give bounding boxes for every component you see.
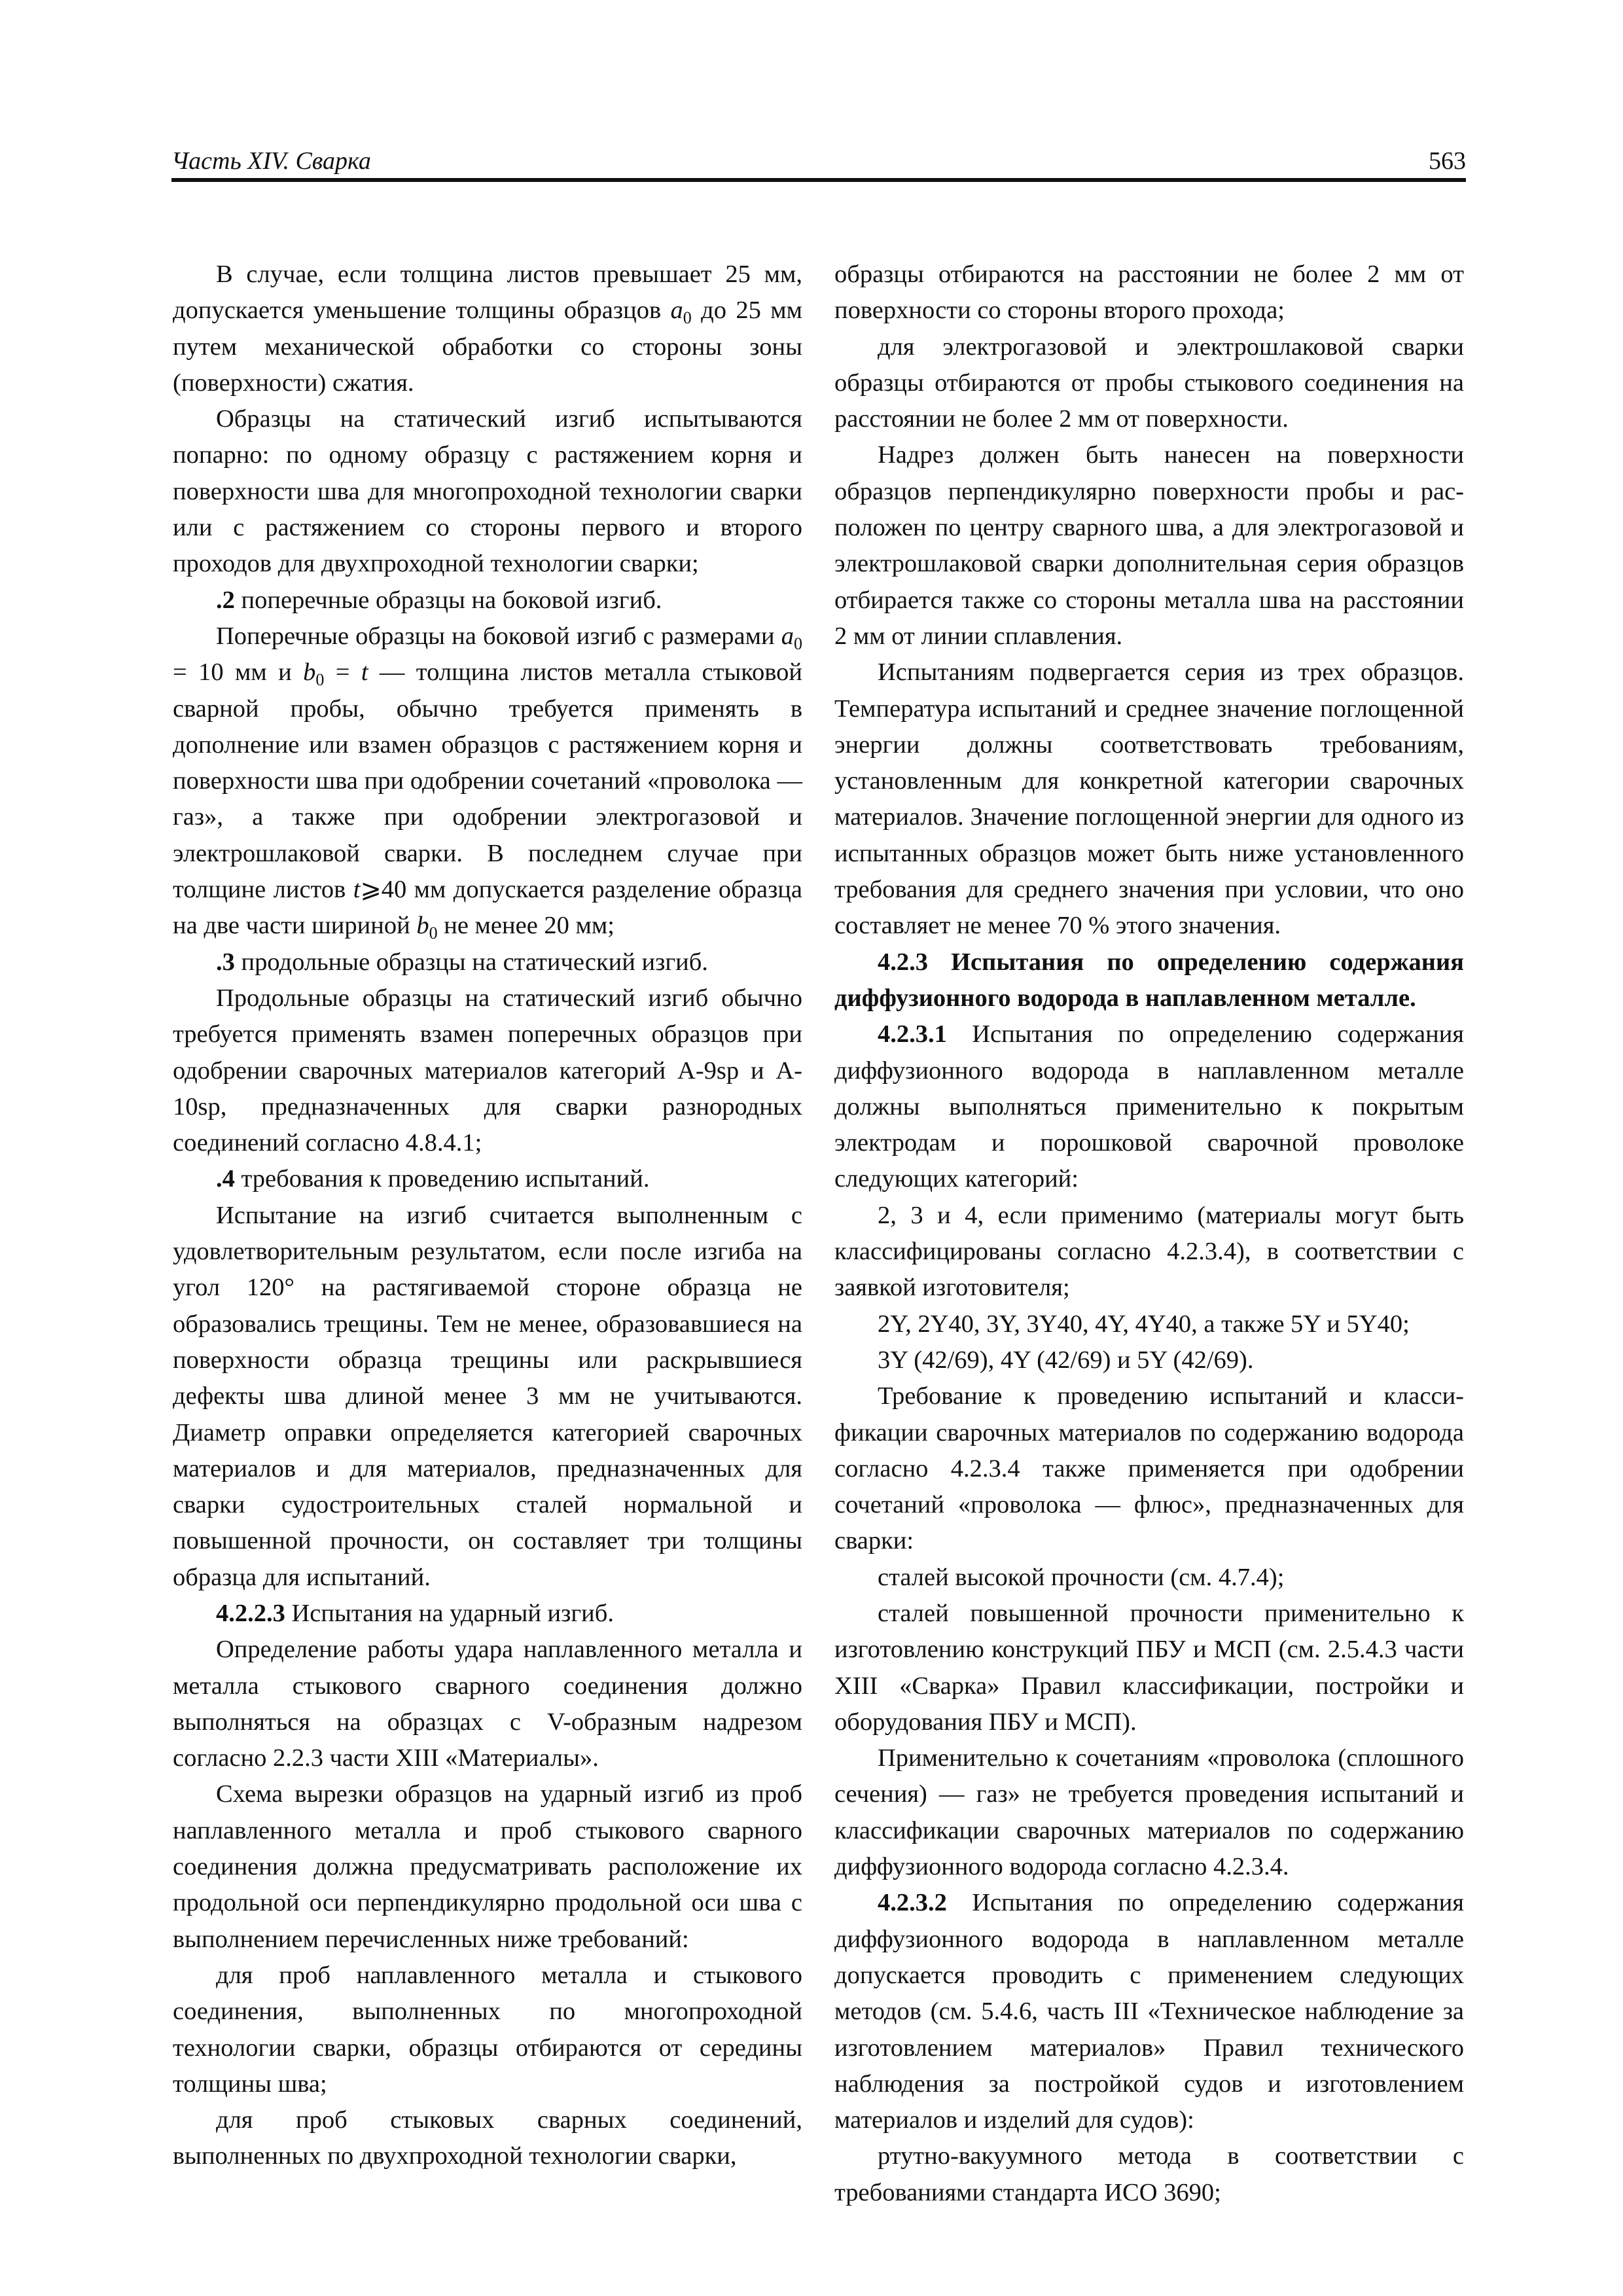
page-number: 563 [1429,147,1466,175]
paragraph: Применительно к сочетаниям «проволока (сплошного сечения) — газ» не требуется проведения испытаний и классификации сварочных материалов по содержанию диффузионного водорода согласно 4.2.3.4. [834,1744,1464,1881]
paragraph: образцы отбираются на расстоянии не более 2 мм от поверхности со стороны второго прохода; [834,260,1464,325]
paragraph: ртутно-вакуумного метода в соответствии с требованиями стандарта ИСО 3690; [834,2142,1464,2206]
paragraph: В случае, если толщина листов превышает 25 мм, допускается уменьшение толщины образцов $a_0$ до 25 мм путем механической обработки со стороны зоны (поверхности) сжатия. [173,260,802,397]
paragraph: Надрез должен быть нанесен на поверхности образцов перпендикулярно поверхности пробы и расположен по центру сварного шва, а для электрогазовой и электрошлаковой сварки дополнительная серия образцов отбирается также со стороны металла шва на расстоянии 2 мм от линии сплавления. [834,441,1464,650]
list-item: .3 продольные образцы на статический изгиб. [216,948,708,976]
paragraph: Требование к проведению испытаний и классификации сварочных материалов по содержанию водорода согласно 4.2.3.4 также применяется при одобрении сочетаний «проволока — флюс», предназначенных для сварки: [834,1382,1464,1555]
paragraph: 3Y (42/69), 4Y (42/69) и 5Y (42/69). [878,1346,1254,1374]
paragraph: для проб наплавленного металла и стыкового соединения, выполненных по многопроходной технологии сварки, образцы отбираются от середины толщины шва; [173,1961,802,2098]
paragraph: Образцы на статический изгиб испытываются попарно: по одному образцу с растяжением корня и поверхности шва для многопроходной технологии сварки или с растяжением со стороны первого и второго проходов для двухпроходной технологии сварки; [173,405,802,578]
header-divider [171,178,1466,182]
section-title: Часть XIV. Сварка [171,147,371,175]
paragraph: сталей высокой прочности (см. 4.7.4); [878,1563,1285,1591]
paragraph: Определение работы удара наплавленного металла и металла стыкового сварного соединения должно выполняться на образцах с V-образным надрезом согласно 2.2.3 части XIII «Материалы». [173,1636,802,1772]
paragraph: для проб стыковых сварных соединений, выполненных по двухпроходной технологии сварки, [173,2106,802,2170]
section-heading: 4.2.2.3 Испытания на ударный изгиб. [216,1599,614,1627]
list-item: .2 поперечные образцы на боковой изгиб. [216,586,662,614]
right-column [834,257,1464,2211]
paragraph: 2, 3 и 4, если применимо (материалы могут быть классифицированы согласно 4.2.3.4), в соответствии с заявкой изготовителя; [834,1201,1464,1302]
paragraph: 4.2.3.1 Испытания по определению содержания диффузионного водорода в наплавленном металле должны выполняться применительно к покрытым электродам и порошковой сварочной проволоке следующих категорий: [834,1020,1465,1193]
paragraph: Поперечные образцы на боковой изгиб с размерами $a_0 = 10$ мм и $b_0 = t$ — толщина листов металла стыковой сварной пробы, обычно требуется применять в дополнение или взамен образцов с растяжением корня и поверхности шва при одобрении сочетаний «проволока — газ», а также при одобрении электрогазовой и электрошлаковой сварки. В последнем случае при толщине листов t⩾40 мм допускается разделение образца на две части шириной $b_0$ не менее 20 мм; [173,622,803,943]
paragraph: Продольные образцы на статический изгиб обычно требуется применять взамен поперечных образцов при одобрении сварочных материалов категорий A-9sp и A-10sp, предназначенных для сварки разнородных соединений согласно 4.8.4.1; [173,984,802,1157]
paragraph: Схема вырезки образцов на ударный изгиб из проб наплавленного металла и проб стыкового сварного соединения должна предусматривать расположение их продольной оси перпендикулярно продольной оси шва с выполнением перечисленных ниже требований: [173,1780,802,1953]
paragraph: 4.2.3.2 Испытания по определению содержания диффузионного водорода в наплавленном металле допускается проводить с применением следующих методов (см. 5.4.6, часть III «Техническое наблюдение за изготовлением материалов» Правил технического наблюдения за постройкой судов и изготовлением материалов и изделий для судов): [834,1889,1465,2134]
left-column [173,257,802,2175]
paragraph: Испытаниям подвергается серия из трех образцов. Температура испытаний и среднее значение поглощенной энергии должны соответствовать требованиям, установленным для конкретной категории сварочных материалов. Значение поглощенной энергии для одного из испытанных образцов может быть ниже установленного требования для среднего значения при условии, что оно составляет не менее 70 % этого значения. [834,658,1464,940]
paragraph: сталей повышенной прочности применительно к изготовлению конструкций ПБУ и МСП (см. 2.5.4.3 части XIII «Сварка» Правил классификации, постройки и оборудования ПБУ и МСП). [834,1599,1464,1736]
paragraph: 2Y, 2Y40, 3Y, 3Y40, 4Y, 4Y40, а также 5Y и 5Y40; [878,1310,1410,1338]
list-item: .4 требования к проведению испытаний. [216,1165,650,1193]
paragraph: для электрогазовой и электрошлаковой сварки образцы отбираются от пробы стыкового соединения на расстоянии не более 2 мм от поверхности. [834,332,1464,433]
paragraph: Испытание на изгиб считается выполненным с удовлетворительным результатом, если после изгиба на угол 120° на растягиваемой стороне образца не образовались трещины. Тем не менее, образовавшиеся на поверхности образца трещины или раскрывшиеся дефекты шва длиной менее 3 мм не учитываются. Диаметр оправки определяется категорией сварочных материалов и для материалов, предназначенных для сварки судостроительных сталей нормальной и повышенной прочности, он составляет три толщины образца для испытаний. [173,1201,802,1591]
section-heading: 4.2.3 Испытания по определению содержания диффузионного водорода в наплавленном металле. [834,948,1464,1012]
